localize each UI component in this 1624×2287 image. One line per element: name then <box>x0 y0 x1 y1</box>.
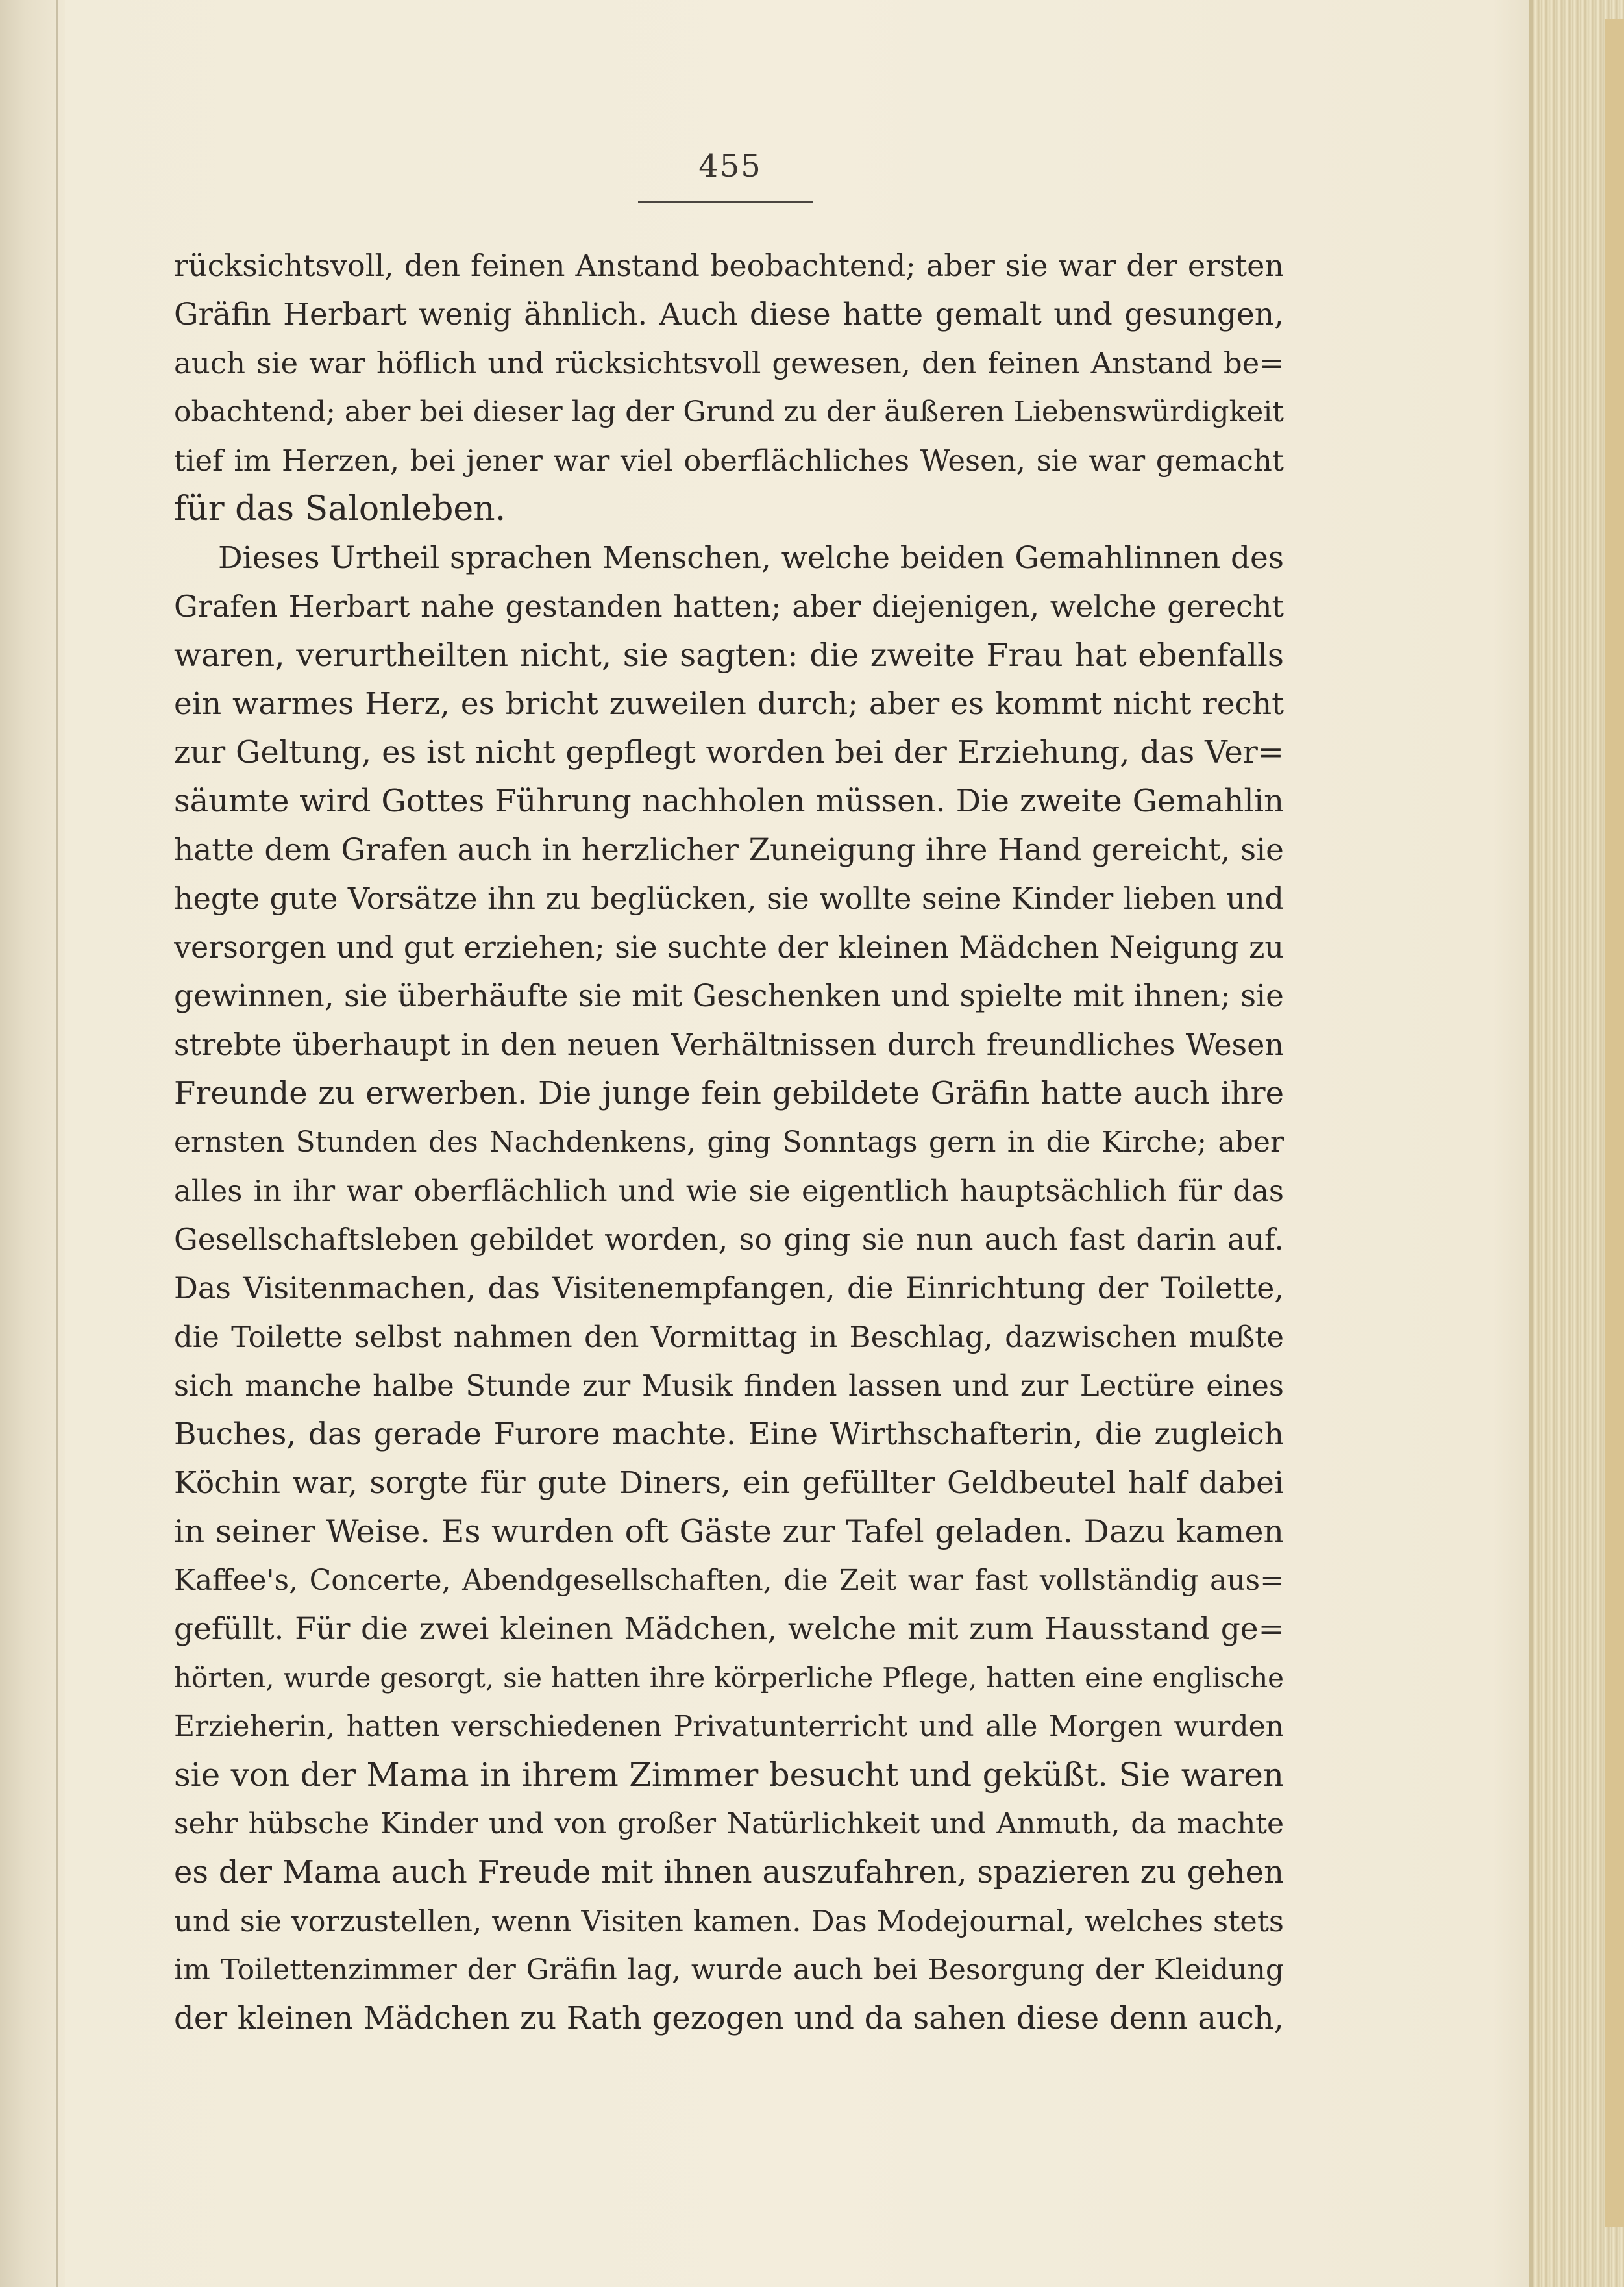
page-number: 455 <box>698 148 762 184</box>
header-rule <box>638 201 813 203</box>
gutter-fold-line <box>56 0 58 2287</box>
text-line: Kaffee's, Concerte, Abendgesellschaften, die Zeit war fast vollständig aus= <box>174 1564 1284 1597</box>
text-line: Gräfin Herbart wenig ähnlich. Auch diese hatte gemalt und gesungen, <box>174 297 1284 332</box>
text-line: Köchin war, sorgte für gute Diners, ein gefüllter Geldbeutel half dabei <box>174 1465 1284 1501</box>
text-line: alles in ihr war oberflächlich und wie sie eigentlich hauptsächlich für das <box>174 1174 1284 1208</box>
text-line: Gesellschaftsleben gebildet worden, so ging sie nun auch fast darin auf. <box>174 1222 1284 1257</box>
page-edge-binding <box>1605 19 1624 2227</box>
text-line: versorgen und gut erziehen; sie suchte der kleinen Mädchen Neigung zu <box>174 930 1284 965</box>
text-line: waren, verurtheilten nicht, sie sagten: die zweite Frau hat ebenfalls <box>174 637 1284 674</box>
text-line: Freunde zu erwerben. Die junge fein gebildete Gräfin hatte auch ihre <box>174 1075 1284 1111</box>
text-line: Grafen Herbart nahe gestanden hatten; aber diejenigen, welche gerecht <box>174 589 1284 624</box>
text-line: der kleinen Mädchen zu Rath gezogen und da sahen diese denn auch, <box>174 2000 1284 2036</box>
body-text <box>174 241 1284 2043</box>
text-line: ein warmes Herz, es bricht zuweilen durch; aber es kommt nicht recht <box>174 686 1284 722</box>
text-line: sich manche halbe Stunde zur Musik finden lassen und zur Lectüre eines <box>174 1368 1284 1403</box>
text-line: ernsten Stunden des Nachdenkens, ging Sonntags gern in die Kirche; aber <box>174 1126 1284 1159</box>
page-gutter <box>0 0 65 2287</box>
text-line: und sie vorzustellen, wenn Visiten kamen. Das Modejournal, welches stets <box>174 1904 1284 1938</box>
text-line: tief im Herzen, bei jener war viel oberflächliches Wesen, sie war gemacht <box>174 443 1284 478</box>
text-line: hörten, wurde gesorgt, sie hatten ihre körperliche Pflege, hatten eine englische <box>174 1662 1284 1694</box>
text-line: Erzieherin, hatten verschiedenen Privatunterricht und alle Morgen wurden <box>174 1710 1284 1743</box>
text-line: zur Geltung, es ist nicht gepflegt worden bei der Erziehung, das Ver= <box>174 734 1284 771</box>
text-line: rücksichtsvoll, den feinen Anstand beobachtend; aber sie war der ersten <box>174 248 1284 283</box>
text-line: auch sie war höflich und rücksichtsvoll gewesen, den feinen Anstand be= <box>174 346 1284 380</box>
text-line: sehr hübsche Kinder und von großer Natürlichkeit und Anmuth, da machte <box>174 1807 1284 1840</box>
text-line: strebte überhaupt in den neuen Verhältnissen durch freundliches Wesen <box>174 1027 1284 1062</box>
text-line: säumte wird Gottes Führung nachholen müssen. Die zweite Gemahlin <box>174 783 1284 819</box>
text-line: gefüllt. Für die zwei kleinen Mädchen, welche mit zum Hausstand ge= <box>174 1611 1284 1647</box>
text-line: Buches, das gerade Furore machte. Eine Wirthschafterin, die zugleich <box>174 1416 1284 1452</box>
text-line: es der Mama auch Freude mit ihnen auszufahren, spazieren zu gehen <box>174 1854 1284 1890</box>
text-line: für das Salonleben. <box>174 489 506 528</box>
text-line: obachtend; aber bei dieser lag der Grund zu der äußeren Liebenswürdigkeit <box>174 395 1284 428</box>
text-line: sie von der Mama in ihrem Zimmer besucht und geküßt. Sie waren <box>174 1756 1284 1794</box>
text-line: hegte gute Vorsätze ihn zu beglücken, sie wollte seine Kinder lieben und <box>174 881 1284 916</box>
paragraph-start-line: Dieses Urtheil sprachen Menschen, welche beiden Gemahlinnen des <box>218 540 1284 576</box>
text-line: hatte dem Grafen auch in herzlicher Zuneigung ihre Hand gereicht, sie <box>174 832 1284 868</box>
text-line: in seiner Weise. Es wurden oft Gäste zur Tafel geladen. Dazu kamen <box>174 1513 1284 1550</box>
text-line: im Toilettenzimmer der Gräfin lag, wurde auch bei Besorgung der Kleidung <box>174 1953 1284 1986</box>
text-line: die Toilette selbst nahmen den Vormittag in Beschlag, dazwischen mußte <box>174 1320 1284 1354</box>
text-line: Das Visitenmachen, das Visitenempfangen, die Einrichtung der Toilette, <box>174 1270 1284 1305</box>
text-line: gewinnen, sie überhäufte sie mit Geschenken und spielte mit ihnen; sie <box>174 978 1284 1014</box>
